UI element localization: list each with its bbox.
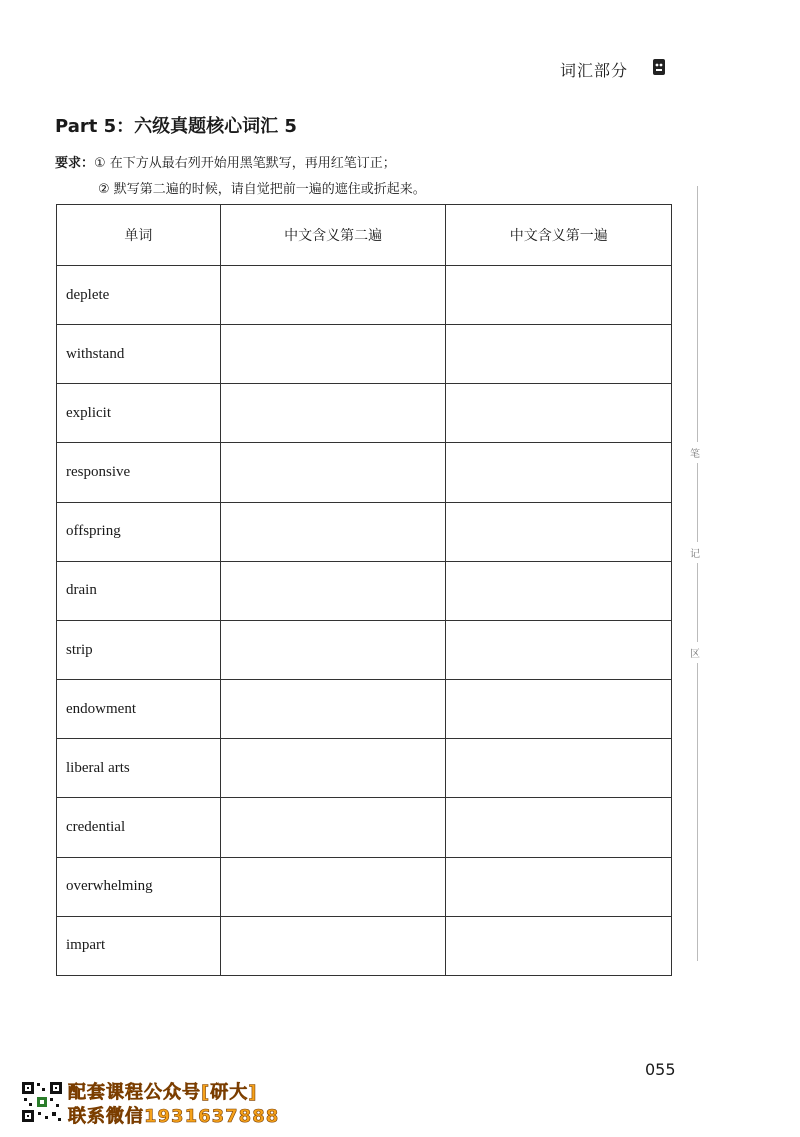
word-cell: strip [57,620,221,679]
vocabulary-table [56,204,672,976]
table-row [57,325,672,384]
meaning-first-cell[interactable] [446,916,672,975]
meaning-second-cell[interactable] [220,266,446,325]
section-label: 词汇部分 [560,61,629,80]
notes-label-char: 笔 [690,442,700,463]
meaning-second-cell[interactable] [220,857,446,916]
table-row [57,266,672,325]
requirement-text-1: ① 在下方从最右列开始用黑笔默写，再用红笔订正； [94,156,396,171]
meaning-second-cell[interactable] [220,620,446,679]
meaning-second-cell[interactable] [220,325,446,384]
meaning-first-cell[interactable] [446,502,672,561]
header-word: 单词 [57,205,221,266]
meaning-second-cell[interactable] [220,384,446,443]
word-cell: overwhelming [57,857,221,916]
meaning-first-cell[interactable] [446,620,672,679]
promo-line-2: 联系微信1931637888 [68,1106,280,1127]
header-meaning-first: 中文含义第一遍 [446,205,672,266]
table-row [57,620,672,679]
meaning-second-cell[interactable] [220,680,446,739]
table-row [57,680,672,739]
meaning-second-cell[interactable] [220,502,446,561]
word-cell: offspring [57,502,221,561]
promo-line-1: 配套课程公众号[研大] [68,1082,258,1103]
word-cell: explicit [57,384,221,443]
meaning-first-cell[interactable] [446,739,672,798]
requirement-line-2: ② 默写第二遍的时候，请自觉把前一遍的遮住或折起来。 [98,182,426,197]
table-row [57,857,672,916]
meaning-first-cell[interactable] [446,384,672,443]
word-cell: impart [57,916,221,975]
notes-divider [697,186,698,961]
header-meaning-second: 中文含义第二遍 [220,205,446,266]
page-number: 055 [645,1060,676,1079]
notes-label-char: 区 [690,642,700,663]
table-row [57,739,672,798]
word-cell: credential [57,798,221,857]
table-row [57,384,672,443]
table-row [57,443,672,502]
meaning-first-cell[interactable] [446,857,672,916]
meaning-first-cell[interactable] [446,266,672,325]
meaning-first-cell[interactable] [446,798,672,857]
requirement-line-1 [55,152,396,171]
notes-label-char: 记 [690,542,700,563]
word-cell: liberal arts [57,739,221,798]
meaning-second-cell[interactable] [220,916,446,975]
word-cell: endowment [57,680,221,739]
meaning-first-cell[interactable] [446,325,672,384]
meaning-first-cell[interactable] [446,561,672,620]
meaning-first-cell[interactable] [446,443,672,502]
word-cell: responsive [57,443,221,502]
part-title: Part 5：六级真题核心词汇 5 [55,116,297,137]
table-row [57,561,672,620]
meaning-second-cell[interactable] [220,561,446,620]
word-cell: withstand [57,325,221,384]
word-cell: deplete [57,266,221,325]
book-face-icon [652,58,666,76]
table-row [57,916,672,975]
meaning-second-cell[interactable] [220,739,446,798]
meaning-second-cell[interactable] [220,798,446,857]
table-row [57,798,672,857]
meaning-second-cell[interactable] [220,443,446,502]
qr-code-icon [20,1080,64,1124]
word-cell: drain [57,561,221,620]
table-row [57,502,672,561]
requirement-label: 要求： [55,156,95,171]
meaning-first-cell[interactable] [446,680,672,739]
table-header-row [57,205,672,266]
